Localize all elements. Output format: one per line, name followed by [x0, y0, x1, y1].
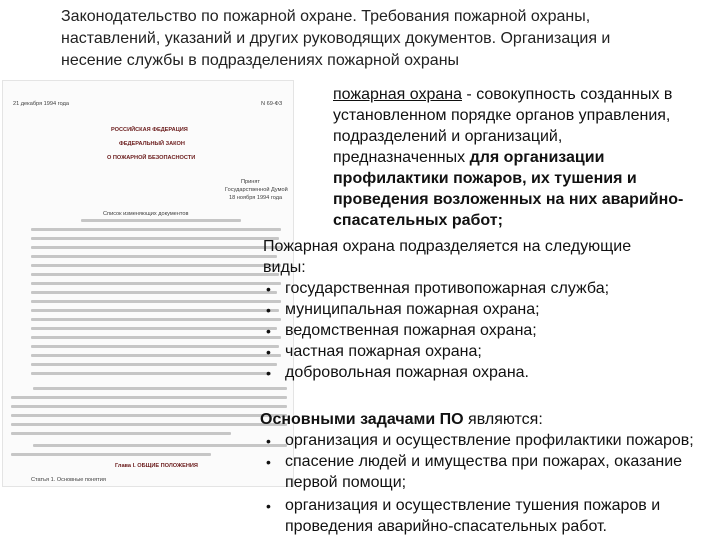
- law-document-image: [2, 80, 294, 487]
- slide-title: [61, 6, 711, 72]
- doc-adopted-1: Принят: [241, 179, 260, 185]
- doc-adopted-2: Государственной Думой: [225, 187, 288, 193]
- title-line-3: несение службы в подразделениях пожарной охраны: [61, 52, 460, 69]
- doc-law-type: ФЕДЕРАЛЬНЫЙ ЗАКОН: [119, 141, 185, 147]
- doc-chapter: Глава I. ОБЩИЕ ПОЛОЖЕНИЯ: [115, 463, 198, 469]
- types-item-2: муниципальная пожарная охрана;: [285, 301, 540, 318]
- bullet-icon: •: [266, 323, 271, 339]
- doc-date: 21 декабря 1994 года: [13, 101, 69, 107]
- doc-number: N 69-ФЗ: [261, 101, 283, 107]
- tasks-item-2-line-2: первой помощи;: [285, 474, 407, 491]
- bullet-icon: •: [266, 454, 271, 470]
- types-item-5: добровольная пожарная охрана.: [285, 364, 529, 381]
- tasks-heading: Основными задачами ПО являются:: [260, 411, 543, 428]
- types-item-3: ведомственная пожарная охрана;: [285, 322, 537, 339]
- doc-adopted-3: 18 ноября 1994 года: [229, 195, 283, 201]
- definition-line-7: спасательных работ;: [333, 212, 503, 229]
- tasks-item-2-line-1: спасение людей и имущества при пожарах, оказание: [285, 453, 683, 470]
- doc-country: РОССИЙСКАЯ ФЕДЕРАЦИЯ: [111, 127, 188, 133]
- definition-term: пожарная охрана: [333, 86, 462, 103]
- definition-line-6: проведения возложенных на них аварийно-: [333, 191, 684, 208]
- definition-line-3: подразделений и организаций,: [333, 128, 563, 145]
- types-item-4: частная пожарная охрана;: [285, 343, 482, 360]
- tasks-item-1: организация и осуществление профилактики пожаров;: [285, 432, 694, 449]
- bullet-icon: •: [266, 433, 271, 449]
- types-intro-line-2: виды:: [263, 259, 306, 276]
- bullet-icon: •: [266, 302, 271, 318]
- title-line-2: наставлений, указаний и других руководящих документов. Организация и: [61, 30, 611, 47]
- tasks-item-3-line-1: организация и осуществление тушения пожаров и: [285, 497, 661, 514]
- definition-line-2: установленном порядке органов управления,: [333, 107, 671, 124]
- doc-article: Статья 1. Основные понятия: [31, 477, 106, 483]
- definition-line-5: профилактики пожаров, их тушения и: [333, 170, 637, 187]
- title-line-1: Законодательство по пожарной охране. Требования пожарной охраны,: [61, 8, 591, 25]
- tasks-item-3-line-2: проведения аварийно-спасательных работ.: [285, 518, 607, 535]
- doc-amend-header: Список изменяющих документов: [103, 211, 189, 217]
- types-intro-line-1: Пожарная охрана подразделяется на следующие: [263, 238, 632, 255]
- bullet-icon: •: [266, 365, 271, 381]
- types-item-1: государственная противопожарная служба;: [285, 280, 610, 297]
- definition-line-4: предназначенных для организации: [333, 149, 605, 166]
- definition-line-1: пожарная охрана - совокупность созданных в: [333, 86, 673, 103]
- bullet-icon: •: [266, 498, 271, 514]
- bullet-icon: •: [266, 281, 271, 297]
- doc-law-title: О ПОЖАРНОЙ БЕЗОПАСНОСТИ: [107, 155, 196, 161]
- bullet-icon: •: [266, 344, 271, 360]
